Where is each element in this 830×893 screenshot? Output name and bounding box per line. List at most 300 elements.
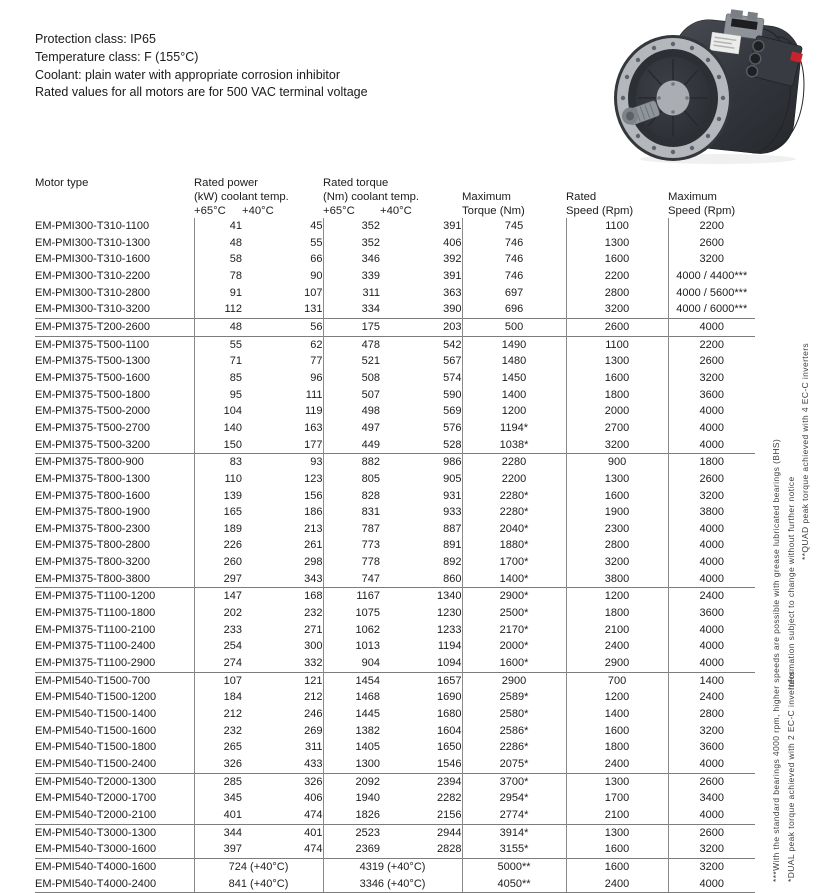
motor-type-cell: EM-PMI540-T2000-1700 — [35, 792, 157, 805]
value-cell: 226 — [194, 537, 242, 554]
spec-table — [35, 176, 755, 893]
info-line: Rated values for all motors are for 500 VAC terminal voltage — [35, 85, 368, 100]
value-cell: 83 — [194, 454, 242, 471]
value-cell: 186 — [304, 506, 323, 519]
motor-type-cell: EM-PMI375-T1100-1200 — [35, 588, 194, 605]
value-cell: 449 — [323, 437, 380, 454]
value-cell: 2200 — [462, 471, 566, 488]
value-cell: 805 — [323, 471, 380, 488]
value-cell: 1382 — [323, 723, 380, 740]
col-header-max-speed: Maximum — [668, 191, 717, 203]
value-cell: 2954* — [462, 790, 566, 807]
footnote-standard-bearings: ***With the standard bearings 4000 rpm, higher speeds are possible with grease lubricated bearings (BHS) — [771, 438, 781, 882]
value-cell: 2300 — [566, 521, 668, 538]
value-cell: 352 — [323, 235, 380, 252]
value-cell: 1600 — [566, 858, 668, 875]
value-cell: 2286* — [462, 739, 566, 756]
table-row — [35, 301, 755, 318]
value-cell: 189 — [194, 521, 242, 538]
value-cell: 397 — [194, 841, 242, 858]
value-cell: 58 — [194, 251, 242, 268]
motor-type-cell: EM-PMI540-T4000-1600 — [35, 858, 194, 875]
col-header-power-65: +65°C — [194, 205, 226, 217]
value-cell: 1800 — [566, 605, 668, 622]
value-cell: 1490 — [462, 336, 566, 353]
value-cell: 111 — [305, 388, 323, 401]
value-cell: 77 — [310, 355, 323, 368]
value-cell: 1480 — [462, 353, 566, 370]
value-cell: 2000* — [462, 638, 566, 655]
value-cell: 2900* — [462, 588, 566, 605]
footnote-info-subject: Information subject to change without further notice — [786, 476, 796, 690]
table-row — [35, 504, 755, 521]
motor-type-cell: EM-PMI375-T800-3800 — [35, 572, 150, 585]
value-cell: 2280 — [462, 454, 566, 471]
value-cell: 474 — [304, 843, 323, 856]
value-cell: 2100 — [566, 622, 668, 639]
value-cell: 2400 — [566, 638, 668, 655]
value-cell: 1826 — [323, 807, 380, 824]
value-cell: 747 — [323, 571, 380, 588]
value-cell: 2500* — [462, 605, 566, 622]
value-cell: 119 — [304, 405, 323, 418]
value-cell: 1600 — [566, 370, 668, 387]
value-cell: 4000 / 5600*** — [668, 285, 755, 302]
value-cell: 3914* — [462, 824, 566, 841]
value-cell: 4000 — [668, 876, 755, 893]
value-cell: 4000 — [668, 403, 755, 420]
value-cell: 345 — [194, 790, 242, 807]
value-cell: 3200 — [668, 251, 755, 268]
motor-type-cell: EM-PMI540-T1500-1600 — [35, 724, 157, 737]
motor-type-cell: EM-PMI300-T310-1100 — [35, 220, 150, 232]
value-cell: 41 — [194, 218, 242, 235]
motor-type-cell: EM-PMI375-T800-1300 — [35, 472, 150, 485]
value-cell: 3200 — [668, 858, 755, 875]
value-cell: 332 — [304, 657, 323, 670]
table-row — [35, 723, 755, 740]
table-row — [35, 605, 755, 622]
value-cell: 1450 — [462, 370, 566, 387]
table-row — [35, 353, 755, 370]
value-cell: 343 — [304, 572, 323, 585]
motor-type-cell: EM-PMI375-T500-3200 — [35, 438, 150, 451]
value-cell: 1800 — [566, 739, 668, 756]
value-cell: 112 — [194, 301, 242, 318]
value-cell: 2580* — [462, 706, 566, 723]
value-cell: 1075 — [323, 605, 380, 622]
value-cell: 1657 — [380, 672, 462, 689]
value-cell: 55 — [310, 236, 323, 249]
value-cell: 3200 — [668, 370, 755, 387]
value-cell: 66 — [310, 253, 323, 266]
table-row — [35, 403, 755, 420]
table-row — [35, 336, 755, 353]
value-cell: 1062 — [323, 622, 380, 639]
value-cell: 177 — [304, 438, 323, 451]
value-cell: 904 — [323, 655, 380, 672]
table-row — [35, 655, 755, 672]
motor-type-cell: EM-PMI300-T310-1600 — [35, 253, 150, 266]
value-cell: 986 — [380, 454, 462, 471]
motor-type-cell: EM-PMI375-T800-3200 — [35, 556, 150, 569]
value-cell: 1400* — [462, 571, 566, 588]
value-cell: 2200 — [668, 218, 755, 235]
value-cell: 391 — [443, 220, 462, 232]
table-row — [35, 420, 755, 437]
value-cell: 1340 — [380, 588, 462, 605]
table-row — [35, 318, 755, 336]
table-row — [35, 521, 755, 538]
value-cell: 55 — [194, 336, 242, 353]
value-cell: 1300 — [323, 756, 380, 773]
motor-type-cell: EM-PMI375-T1100-1800 — [35, 607, 156, 620]
info-block — [35, 31, 368, 102]
value-cell: 2800 — [566, 285, 668, 302]
motor-type-cell: EM-PMI300-T310-1300 — [35, 236, 150, 249]
value-cell: 1100 — [566, 218, 668, 235]
info-line: Coolant: plain water with appropriate corrosion inhibitor — [35, 67, 341, 82]
value-cell: 567 — [443, 355, 462, 368]
table-row — [35, 689, 755, 706]
value-cell: 175 — [323, 318, 380, 336]
table-row — [35, 807, 755, 824]
value-cell: 4000 / 6000*** — [668, 301, 755, 318]
footnote-dual-peak-torque: *DUAL peak torque achieved with 2 EC-C inverters — [786, 670, 796, 882]
table-row — [35, 251, 755, 268]
value-cell: 140 — [194, 420, 242, 437]
motor-type-cell: EM-PMI375-T200-2600 — [35, 318, 194, 336]
value-cell: 5000** — [462, 858, 566, 875]
value-cell: 213 — [304, 522, 323, 535]
value-cell: 900 — [566, 454, 668, 471]
value-cell: 773 — [323, 537, 380, 554]
value-cell: 700 — [566, 672, 668, 689]
motor-type-cell: EM-PMI540-T1500-1800 — [35, 741, 157, 754]
table-row — [35, 638, 755, 655]
motor-type-cell: EM-PMI540-T3000-1300 — [35, 824, 194, 841]
value-cell: 3700* — [462, 773, 566, 790]
value-cell: 163 — [304, 421, 323, 434]
value-cell: 1900 — [566, 504, 668, 521]
value-cell: 882 — [323, 454, 380, 471]
value-cell: 363 — [443, 286, 462, 299]
table-row — [35, 268, 755, 285]
value-cell: 2600 — [668, 471, 755, 488]
table-row — [35, 876, 755, 893]
value-cell: 2944 — [380, 824, 462, 841]
value-cell: 48 — [194, 318, 242, 336]
value-cell: 232 — [304, 607, 323, 620]
value-cell: 390 — [443, 303, 462, 316]
value-cell: 1600 — [566, 723, 668, 740]
value-cell: 841 (+40°C) — [194, 876, 323, 893]
value-cell: 2600 — [566, 318, 668, 336]
col-header-max-speed-unit: Speed (Rpm) — [668, 205, 736, 217]
value-cell: 3200 — [566, 554, 668, 571]
motor-type-cell: EM-PMI375-T1100-2100 — [35, 623, 156, 636]
value-cell: 3200 — [668, 841, 755, 858]
value-cell: 521 — [323, 353, 380, 370]
value-cell: 1038* — [462, 437, 566, 454]
value-cell: 212 — [194, 706, 242, 723]
motor-type-cell: EM-PMI375-T800-1600 — [35, 489, 150, 502]
motor-photo — [603, 10, 821, 168]
col-header-torque-65: +65°C — [323, 205, 355, 217]
value-cell: 2600 — [668, 824, 755, 841]
value-cell: 860 — [443, 572, 462, 585]
value-cell: 4000 — [668, 437, 755, 454]
value-cell: 3800 — [668, 504, 755, 521]
motor-type-cell: EM-PMI375-T800-2800 — [35, 539, 150, 552]
motor-type-cell: EM-PMI300-T310-2800 — [35, 286, 150, 299]
value-cell: 311 — [323, 285, 380, 302]
value-cell: 233 — [194, 622, 242, 639]
value-cell: 150 — [194, 437, 242, 454]
value-cell: 2100 — [566, 807, 668, 824]
motor-type-cell: EM-PMI540-T1500-1200 — [35, 691, 157, 704]
value-cell: 285 — [194, 773, 242, 790]
value-cell: 298 — [304, 556, 323, 569]
value-cell: 4000 — [668, 318, 755, 336]
value-cell: 1300 — [566, 471, 668, 488]
value-cell: 1546 — [437, 758, 462, 770]
value-cell: 746 — [462, 251, 566, 268]
value-cell: 4000 — [668, 807, 755, 824]
value-cell: 905 — [443, 472, 462, 485]
value-cell: 352 — [323, 218, 380, 235]
value-cell: 297 — [194, 571, 242, 588]
value-cell: 78 — [194, 268, 242, 285]
value-cell: 4000 — [668, 638, 755, 655]
value-cell: 165 — [194, 504, 242, 521]
value-cell: 334 — [323, 301, 380, 318]
value-cell: 271 — [304, 623, 323, 636]
table-row — [35, 588, 755, 605]
value-cell: 1200 — [566, 588, 668, 605]
value-cell: 828 — [323, 488, 380, 505]
value-cell: 1300 — [566, 824, 668, 841]
value-cell: 542 — [380, 336, 462, 353]
value-cell: 3200 — [668, 723, 755, 740]
value-cell: 2200 — [668, 336, 755, 353]
value-cell: 2400 — [566, 876, 668, 893]
value-cell: 246 — [304, 708, 323, 721]
value-cell: 1200 — [566, 689, 668, 706]
value-cell: 254 — [194, 638, 242, 655]
value-cell: 2170* — [462, 622, 566, 639]
value-cell: 1880* — [462, 537, 566, 554]
value-cell: 401 — [194, 807, 242, 824]
motor-type-cell: EM-PMI300-T310-3200 — [35, 303, 150, 316]
value-cell: 2075* — [462, 756, 566, 773]
value-cell: 2200 — [566, 268, 668, 285]
table-row — [35, 841, 755, 858]
value-cell: 1468 — [323, 689, 380, 706]
value-cell: 147 — [194, 588, 242, 605]
value-cell: 2600 — [668, 353, 755, 370]
value-cell: 261 — [304, 539, 323, 552]
value-cell: 4000 / 4400*** — [668, 268, 755, 285]
col-header-rated-speed: Rated — [566, 191, 597, 203]
value-cell: 339 — [323, 268, 380, 285]
value-cell: 107 — [194, 672, 242, 689]
value-cell: 91 — [194, 285, 242, 302]
table-row — [35, 622, 755, 639]
value-cell: 2589* — [462, 689, 566, 706]
value-cell: 2400 — [668, 588, 755, 605]
value-cell: 1400 — [462, 387, 566, 404]
value-cell: 745 — [462, 218, 566, 235]
value-cell: 269 — [304, 724, 323, 737]
value-cell: 508 — [323, 370, 380, 387]
value-cell: 139 — [194, 488, 242, 505]
motor-type-cell: EM-PMI540-T2000-2100 — [35, 808, 157, 821]
value-cell: 1445 — [323, 706, 380, 723]
value-cell: 4000 — [668, 622, 755, 639]
motor-type-cell: EM-PMI375-T1100-2400 — [35, 640, 156, 653]
motor-type-cell: EM-PMI375-T800-2300 — [35, 522, 150, 535]
col-header-torque-40: +40°C — [380, 205, 412, 217]
motor-type-cell: EM-PMI540-T1500-2400 — [35, 758, 157, 770]
col-header-power-unit: (kW) coolant temp. — [194, 191, 289, 203]
value-cell: 107 — [304, 286, 323, 299]
footnote-quad-peak-torque: **QUAD peak torque achieved with 4 EC-C inverters — [800, 342, 810, 560]
value-cell: 576 — [443, 421, 462, 434]
motor-type-cell: EM-PMI375-T800-900 — [35, 454, 194, 471]
table-row — [35, 858, 755, 875]
value-cell: 110 — [194, 471, 242, 488]
value-cell: 406 — [304, 792, 323, 805]
value-cell: 1300 — [566, 353, 668, 370]
value-cell: 2700 — [566, 420, 668, 437]
value-cell: 831 — [323, 504, 380, 521]
motor-type-cell: EM-PMI375-T500-1300 — [35, 355, 150, 368]
value-cell: 4000 — [668, 655, 755, 672]
col-header-rated-power: Rated power — [194, 177, 259, 189]
table-row — [35, 773, 755, 790]
value-cell: 4000 — [668, 571, 755, 588]
value-cell: 45 — [310, 220, 323, 232]
table-row — [35, 824, 755, 841]
value-cell: 1100 — [566, 336, 668, 353]
value-cell: 406 — [443, 236, 462, 249]
col-header-torque-unit: (Nm) coolant temp. — [323, 191, 420, 203]
info-line: Protection class: IP65 — [35, 32, 156, 46]
motor-type-cell: EM-PMI540-T4000-2400 — [35, 876, 194, 893]
table-row — [35, 790, 755, 807]
value-cell: 96 — [310, 371, 323, 384]
value-cell: 4000 — [668, 554, 755, 571]
value-cell: 933 — [443, 506, 462, 519]
value-cell: 507 — [323, 387, 380, 404]
value-cell: 2900 — [462, 672, 566, 689]
table-row — [35, 756, 755, 773]
value-cell: 123 — [304, 472, 323, 485]
value-cell: 1600 — [566, 488, 668, 505]
value-cell: 4319 (+40°C) — [323, 858, 462, 875]
value-cell: 4000 — [668, 537, 755, 554]
value-cell: 887 — [443, 522, 462, 535]
value-cell: 203 — [380, 318, 462, 336]
value-cell: 3200 — [566, 437, 668, 454]
value-cell: 2400 — [668, 689, 755, 706]
value-cell: 2828 — [437, 843, 462, 856]
value-cell: 2800 — [566, 537, 668, 554]
value-cell: 326 — [242, 773, 323, 790]
value-cell: 1013 — [323, 638, 380, 655]
value-cell: 2900 — [566, 655, 668, 672]
value-cell: 1230 — [437, 607, 462, 620]
table-row — [35, 471, 755, 488]
table-row — [35, 454, 755, 471]
motor-type-cell: EM-PMI540-T3000-1600 — [35, 843, 157, 856]
value-cell: 474 — [304, 808, 323, 821]
value-cell: 697 — [462, 285, 566, 302]
value-cell: 232 — [194, 723, 242, 740]
value-cell: 2800 — [668, 706, 755, 723]
value-cell: 569 — [443, 405, 462, 418]
value-cell: 1600* — [462, 655, 566, 672]
col-header-max-torque: Maximum — [462, 191, 511, 203]
value-cell: 168 — [242, 588, 323, 605]
value-cell: 1650 — [437, 741, 462, 754]
value-cell: 1454 — [323, 672, 380, 689]
value-cell: 892 — [443, 556, 462, 569]
value-cell: 48 — [194, 235, 242, 252]
value-cell: 131 — [304, 303, 323, 316]
value-cell: 528 — [443, 438, 462, 451]
motor-type-cell: EM-PMI300-T310-2200 — [35, 269, 150, 282]
value-cell: 1194 — [437, 640, 462, 653]
table-row — [35, 571, 755, 588]
value-cell: 778 — [323, 554, 380, 571]
value-cell: 2394 — [380, 773, 462, 790]
value-cell: 2600 — [668, 235, 755, 252]
value-cell: 2586* — [462, 723, 566, 740]
value-cell: 265 — [194, 739, 242, 756]
value-cell: 95 — [194, 387, 242, 404]
value-cell: 392 — [443, 253, 462, 266]
value-cell: 1194* — [462, 420, 566, 437]
value-cell: 574 — [443, 371, 462, 384]
value-cell: 931 — [443, 489, 462, 502]
value-cell: 156 — [304, 489, 323, 502]
table-row — [35, 537, 755, 554]
col-header-power-40: +40°C — [242, 205, 274, 217]
value-cell: 2156 — [437, 808, 462, 821]
value-cell: 93 — [242, 454, 323, 471]
table-row — [35, 387, 755, 404]
value-cell: 1300 — [566, 773, 668, 790]
value-cell: 696 — [462, 301, 566, 318]
value-cell: 1700* — [462, 554, 566, 571]
value-cell: 56 — [242, 318, 323, 336]
value-cell: 497 — [323, 420, 380, 437]
table-row — [35, 488, 755, 505]
motor-type-cell: EM-PMI375-T1100-2900 — [35, 657, 156, 670]
value-cell: 212 — [304, 691, 323, 704]
value-cell: 3800 — [566, 571, 668, 588]
value-cell: 3155* — [462, 841, 566, 858]
col-header-rated-torque: Rated torque — [323, 177, 389, 189]
value-cell: 1400 — [566, 706, 668, 723]
value-cell: 478 — [323, 336, 380, 353]
value-cell: 62 — [242, 336, 323, 353]
value-cell: 2092 — [323, 773, 380, 790]
value-cell: 746 — [462, 235, 566, 252]
value-cell: 4050** — [462, 876, 566, 893]
